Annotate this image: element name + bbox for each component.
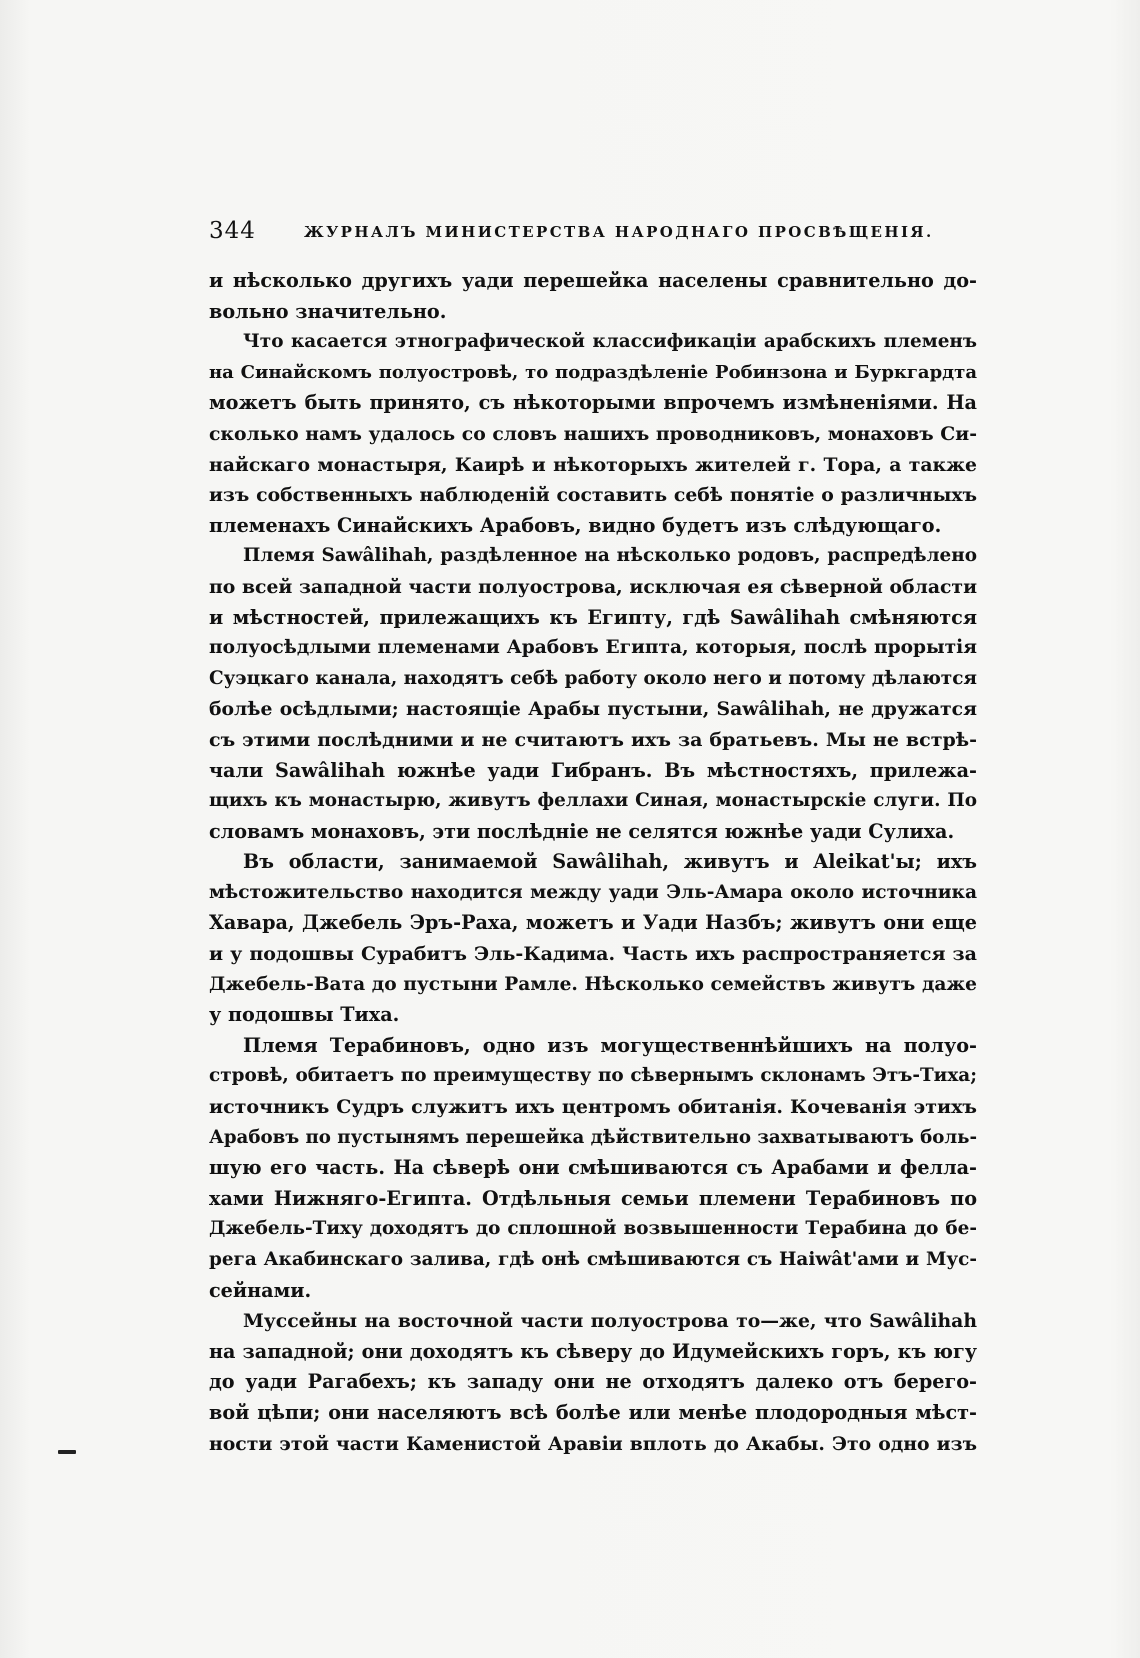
text-line: источникъ Судръ служитъ ихъ центромъ обитанія. Кочеванія этихъ (209, 1096, 977, 1119)
text-line: полуосѣдлыми племенами Арабовъ Египта, которыя, послѣ прорытія (209, 637, 977, 659)
text-line: у подошвы Тиха. (209, 1003, 400, 1027)
text-line: можетъ быть принято, съ нѣкоторыми впрочемъ измѣненіями. На (209, 391, 977, 415)
text-line: Хавара, Джебель Эръ-Раха, можетъ и Уади Назбъ; живутъ они еще (209, 911, 977, 935)
text-line: мѣстожительство находится между уади Эль-Амара около источника (209, 881, 977, 903)
text-line: болѣе осѣдлыми; настоящіе Арабы пустыни, Sawâlihah, не дружатся (209, 698, 977, 721)
text-line: Племя Sawâlihah, раздѣленное на нѣсколько родовъ, распредѣлено (243, 545, 977, 567)
text-line: Суэцкаго канала, находятъ себѣ работу около него и потому дѣлаются (209, 667, 977, 689)
body-text (209, 266, 977, 1459)
text-line: рега Акабинскаго залива, гдѣ онѣ смѣшиваются съ Haiwât'ами и Мус- (209, 1249, 977, 1270)
text-line: и нѣсколько другихъ уади перешейка населены сравнительно до- (209, 269, 977, 292)
text-line: чали Sawâlihah южнѣе уади Гибранъ. Въ мѣстностяхъ, прилежа- (209, 758, 977, 782)
page-number: 344 (209, 218, 256, 244)
text-line: и у подошвы Сурабитъ Эль-Кадима. Часть ихъ распространяется за (209, 943, 977, 966)
text-line: стровѣ, обитаетъ по преимуществу по сѣвернымъ склонамъ Этъ-Тиха; (209, 1065, 977, 1087)
running-title: ЖУРНАЛЪ МИНИСТЕРСТВА НАРОДНАГО ПРОСВѢЩЕНІЯ. (304, 223, 934, 241)
text-line: сколько намъ удалось со словъ нашихъ проводниковъ, монаховъ Си- (209, 422, 977, 445)
text-line: хами Нижняго-Египта. Отдѣльныя семьи племени Терабиновъ по (209, 1186, 977, 1210)
text-line: по всей западной части полуострова, исключая ея сѣверной области (209, 575, 977, 598)
text-line: Племя Терабиновъ, одно изъ могущественнѣйшихъ на полуо- (243, 1033, 977, 1057)
text-line: Что касается этнографической классификаціи арабскихъ племенъ (243, 331, 977, 353)
text-line: на западной; они доходятъ къ сѣверу до Идумейскихъ горъ, къ югу (209, 1339, 977, 1363)
text-line: вой цѣпи; они населяютъ всѣ болѣе или менѣе плодородныя мѣст- (209, 1400, 977, 1424)
margin-mark (58, 1450, 76, 1454)
text-line: Муссейны на восточной части полуострова то—же, что Sawâlihah (243, 1310, 977, 1333)
text-line: найскаго монастыря, Каирѣ и нѣкоторыхъ жителей г. Тора, а также (209, 453, 977, 476)
text-line: до уади Рагабехъ; къ западу они не отходятъ далеко отъ берего- (209, 1370, 977, 1394)
text-line: ности этой части Каменистой Аравіи вплоть до Акабы. Это одно изъ (209, 1432, 977, 1455)
text-line: племенахъ Синайскихъ Арабовъ, видно будетъ изъ слѣдующаго. (209, 513, 942, 537)
text-line: вольно значительно. (209, 299, 447, 323)
page-header (209, 218, 969, 252)
text-line: Арабовъ по пустынямъ перешейка дѣйствительно захватываютъ боль- (209, 1126, 978, 1148)
text-line: и мѣстностей, прилежащихъ къ Египту, гдѣ Sawâlihah смѣняются (209, 605, 977, 629)
text-line: Въ области, занимаемой Sawâlihah, живутъ и Aleikat'ы; ихъ (243, 850, 977, 874)
text-line: Джебель-Вата до пустыни Рамле. Нѣсколько семействъ живутъ даже (209, 973, 977, 995)
text-line: на Синайскомъ полуостровѣ, то подраздѣленіе Робинзона и Буркгардта (209, 361, 977, 383)
text-line: шую его часть. На сѣверѣ они смѣшиваются съ Арабами и фелла- (209, 1156, 977, 1180)
text-line: словамъ монаховъ, эти послѣдніе не селятся южнѣе уади Сулиха. (209, 819, 955, 843)
text-line: изъ собственныхъ наблюденій составить себѣ понятіе о различныхъ (209, 484, 977, 507)
text-line: щихъ къ монастырю, живутъ феллахи Синая, монастырскіе слуги. По (209, 790, 977, 812)
text-line: Джебель-Тиху доходятъ до сплошной возвышенности Терабина до бе- (209, 1218, 977, 1240)
text-line: сейнами. (209, 1278, 312, 1302)
text-line: съ этими послѣдними и не считаютъ ихъ за братьевъ. Мы не встрѣ- (209, 728, 977, 751)
